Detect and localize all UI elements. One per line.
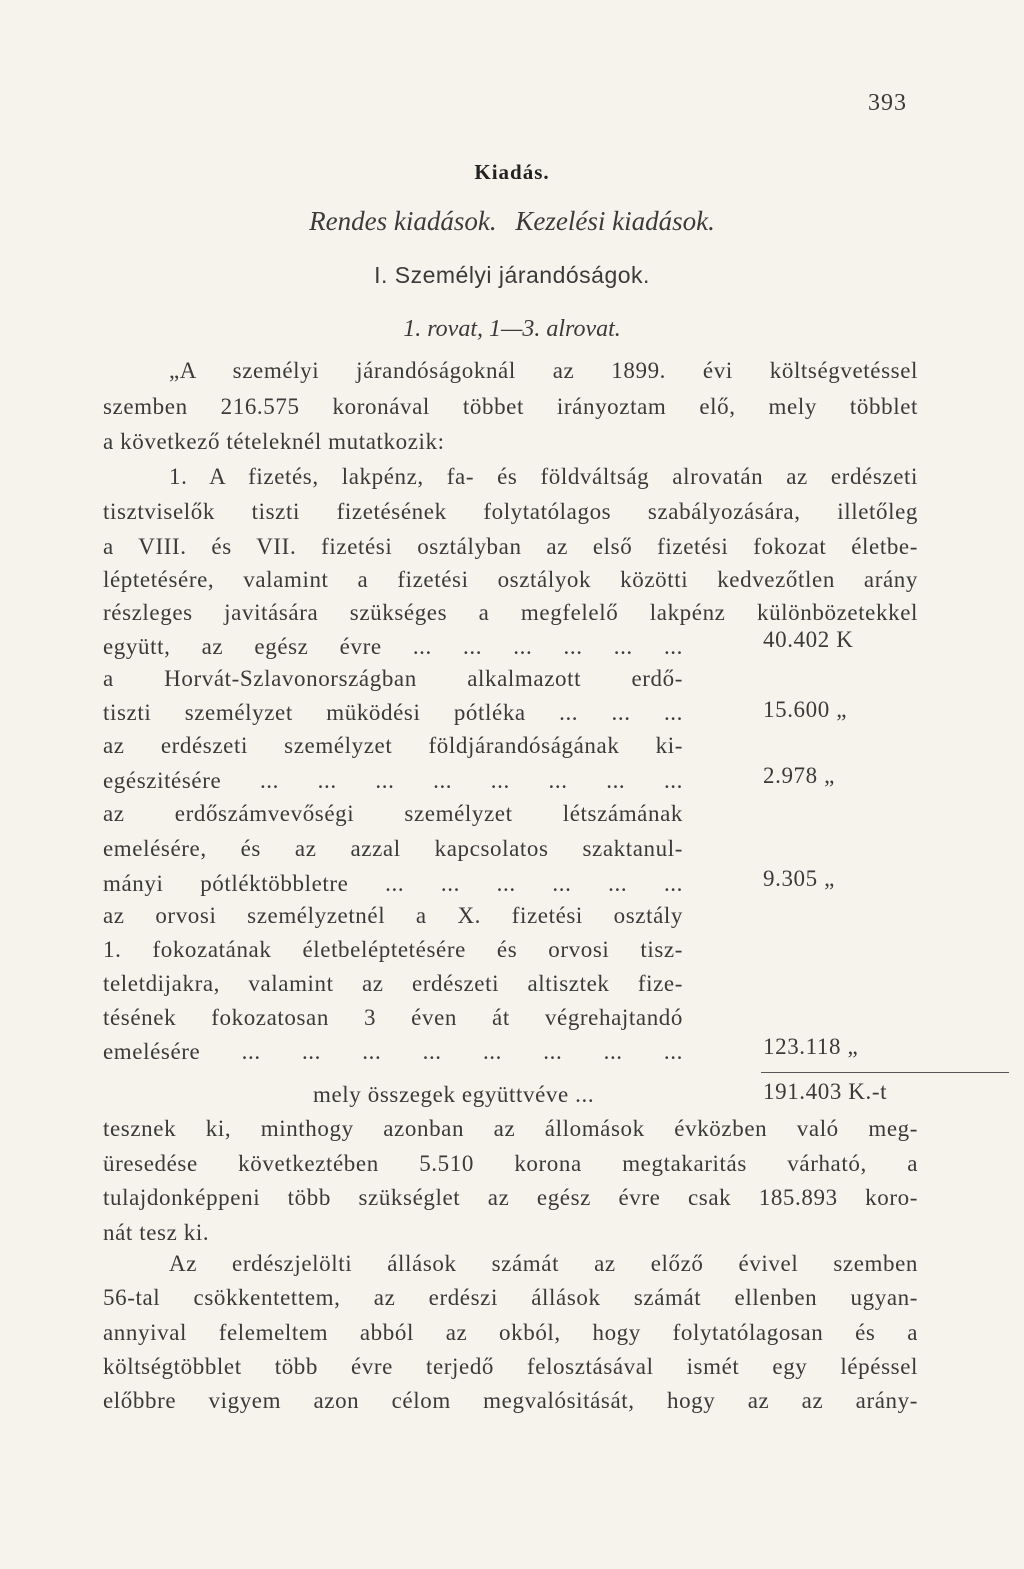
rovat-heading: 1. rovat, 1—3. alrovat. — [403, 316, 621, 342]
subheading-regular: Rendes kiadások. — [309, 206, 497, 236]
item1-line: léptetésére, valamint a fizetési osztályok közötti kedvezőtlen arány — [103, 567, 918, 592]
section-heading: I. Személyi járandóságok. — [374, 262, 650, 288]
page-number: 393 — [868, 90, 907, 116]
list-item-amount: 9.305 „ — [763, 866, 835, 891]
after-sum-line: üresedése következtében 5.510 korona megtakaritás várható, a — [103, 1151, 918, 1176]
list-item-line: együtt, az egész évre ... ... ... ... ... ... — [103, 634, 683, 659]
list-item-line: emelésére, és az azzal kapcsolatos szaktanul- — [103, 836, 683, 861]
item1-line: 1. A fizetés, lakpénz, fa- és földváltság alrovatán az erdészeti — [169, 464, 918, 489]
list-item-amount: 15.600 „ — [763, 697, 848, 722]
list-item-line: teletdijakra, valamint az erdészeti altisztek fize- — [103, 971, 683, 996]
after-sum-line: tesznek ki, minthogy azonban az állomások évközben való meg- — [103, 1116, 918, 1141]
paragraph-line: költségtöbblet több évre terjedő felosztásával ismét egy lépéssel — [103, 1354, 918, 1379]
subheading-administrative: Kezelési kiadások. — [515, 206, 715, 236]
sum-amount: 191.403 K.-t — [763, 1079, 888, 1104]
list-item-line: emelésére ... ... ... ... ... ... ... ... — [103, 1039, 683, 1064]
list-item-amount: 40.402 K — [763, 627, 854, 652]
list-item-line: az orvosi személyzetnél a X. fizetési osztály — [103, 903, 683, 928]
after-sum-line: nát tesz ki. — [103, 1220, 210, 1245]
sum-label: mely összegek együttvéve ... — [313, 1082, 595, 1107]
item1-line: a VIII. és VII. fizetési osztályban az első fizetési fokozat életbe- — [103, 534, 918, 559]
after-sum-line: tulajdonképpeni több szükséglet az egész évre csak 185.893 koro- — [103, 1185, 918, 1210]
subheading — [0, 206, 1024, 237]
paragraph-line: előbbre vigyem azon célom megvalósitását, hogy az az arány- — [103, 1388, 918, 1413]
item1-line: részleges javitására szükséges a megfelelő lakpénz különbözetekkel — [103, 600, 918, 625]
list-item-line: tiszti személyzet müködési pótléka ... ... ... — [103, 700, 683, 725]
page-title: Kiadás. — [474, 160, 550, 184]
paragraph-line: Az erdészjelölti állások számát az előző évivel szemben — [169, 1251, 918, 1276]
paragraph-line: annyival felemeltem abból az okból, hogy folytatólagosan és a — [103, 1320, 918, 1345]
list-item-line: az erdészeti személyzet földjárandóságának ki- — [103, 733, 683, 758]
sum-rule — [761, 1072, 1009, 1073]
intro-line: szemben 216.575 koronával többet irányoztam elő, mely többlet — [103, 394, 918, 419]
paragraph-line: 56-tal csökkentettem, az erdészi állások számát ellenben ugyan- — [103, 1285, 918, 1310]
list-item-line: a Horvát-Szlavonországban alkalmazott erdő- — [103, 666, 683, 691]
list-item-amount: 123.118 „ — [763, 1034, 859, 1059]
list-item-line: egészitésére ... ... ... ... ... ... ... ... — [103, 768, 683, 793]
list-item-line: tésének fokozatosan 3 éven át végrehajtandó — [103, 1005, 683, 1030]
intro-line: „A személyi járandóságoknál az 1899. évi költségvetéssel — [169, 358, 918, 383]
list-item-amount: 2.978 „ — [763, 763, 835, 788]
list-item-line: mányi pótléktöbbletre ... ... ... ... ... ... — [103, 871, 683, 896]
list-item-line: az erdőszámvevőségi személyzet létszámának — [103, 801, 683, 826]
list-item-line: 1. fokozatának életbeléptetésére és orvosi tisz- — [103, 937, 683, 962]
intro-line: a következő tételeknél mutatkozik: — [103, 429, 445, 454]
item1-line: tisztviselők tiszti fizetésének folytatólagos szabályozására, illetőleg — [103, 499, 918, 524]
